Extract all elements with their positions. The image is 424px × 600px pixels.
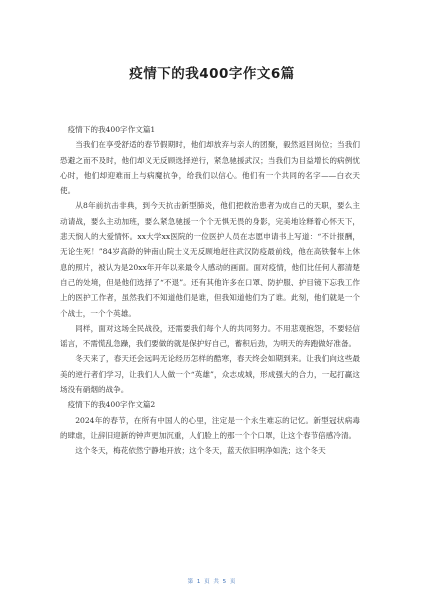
body-paragraph: 冬天来了，春天还会远吗无论经历怎样的酷寒，春天终会如期到来。让我们向这些最美的逆行者们学习，让我们人人做一个“英雄”，众志成城，形成强大的合力，一起打赢这场没有硝烟的战争。 bbox=[60, 354, 360, 395]
body-paragraph: 同样，面对这场全民战役，还需要我们每个人的共同努力。不用悲观抱怨，不要轻信谣言，不需慌乱急躁，我们要做的就是保护好自己，蓄积后劲，为明天的奔跑做好准备。 bbox=[60, 323, 360, 349]
body-paragraph: 2024年的春节，在所有中国人的心里，注定是一个永生难忘的记忆。新型冠状病毒的肆虐，让辞旧迎新的钟声更加沉重，人们脸上的那一个个口罩，让这个春节倍感冷清。 bbox=[60, 415, 360, 440]
page-number-footer: 第 1 页 共 5 页 bbox=[187, 579, 237, 585]
body-paragraph: 从8年前抗击非典，到今天抗击新型肺炎，他们把救治患者为成自己的天职，要么主动请战，要么主动加班，要么紧急驰援一个个无惧无畏的身影，完美地诠释着心怀天下，悲天悯人的大爱情怀。xx大学xx医院的一位医护人员在志愿申请书上写道：“不计报酬，无论生死！”84岁高龄的钟南山院士义无反顾地赶往武汉防疫最前线，他在高铁餐车上休息的照片，被认为是20xx年开年以来最令人感动的画面。面对疫情，他们比任何人都清楚自己的处境，但是他们选择了“不退”。还有其他许多在口罩、防护服、护目镜下忘我工作上的医护工作者，虽然我们不知道他们是谁，但我知道他们为了谁。此刻，他们就是一个个战士，一个个英雄。 bbox=[60, 201, 360, 318]
section-heading: 疫情下的我400字作文篇2 bbox=[67, 400, 156, 410]
section-heading: 疫情下的我400字作文篇1 bbox=[67, 125, 156, 134]
document-title: 疫情下的我400字作文6篇 bbox=[129, 66, 295, 82]
body-paragraph: 当我们在享受舒适的春节假期时，他们却放弃与亲人的团聚，毅然返回岗位；当我们恐避之而不及时，他们却义无反顾选择逆行，紧急驰援武汉；当我们为目益增长的病例忧心时，他们却迎难而上与病魔抗争，给我们以信心。他们有一个共同的名字——白衣天使。 bbox=[60, 140, 360, 196]
document-body bbox=[60, 122, 360, 459]
body-paragraph: 这个冬天，梅花依然宁静地开放；这个冬天，蓝天依旧明净如洗；这个冬天 bbox=[75, 446, 326, 456]
